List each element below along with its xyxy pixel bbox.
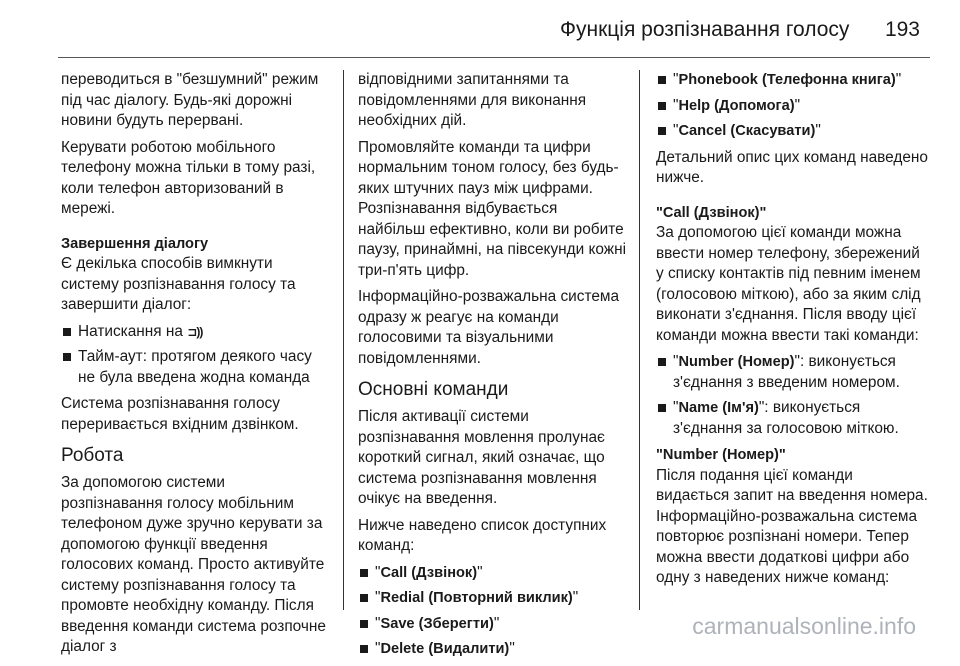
list-item: "Help (Допомога)" — [656, 96, 928, 117]
column-left — [61, 70, 329, 664]
paragraph: Нижче наведено список доступних команд: — [358, 516, 607, 554]
section-subheading: "Number (Номер)" — [656, 447, 786, 463]
list-item: "Call (Дзвінок)" — [358, 563, 626, 584]
bullet-icon — [658, 127, 666, 135]
list-item: "Name (Ім'я)": виконується з'єднання за голосовою міткою. — [656, 398, 928, 439]
paragraph: За допомогою цієї команди можна ввести номер телефону, збережений у списку контактів під певним іменем (голосовою міткою), або за яким слід виконати з'єднання. Після вводу цієї команди можна ввести такі команди: — [656, 224, 921, 344]
paragraph: Керувати роботою мобільного телефону можна тільки в тому разі, коли телефон авторизований в мережі. — [61, 138, 316, 217]
bullet-icon — [63, 328, 71, 336]
list-item: "Save (Зберегти)" — [358, 614, 626, 635]
paragraph: За допомогою системи розпізнавання голосу мобільним телефоном дуже зручно керувати за допомогою функції введення голосових команд. Просто активуйте систему розпізнавання голосу та промовте необхідну команду. Після введення команди система розпочне діалог з — [61, 474, 326, 655]
section-subheading: "Call (Дзвінок)" — [656, 204, 767, 221]
list-item: Тайм-аут: протягом деякого часу не була введена жодна команда — [61, 347, 329, 388]
paragraph: Інформаційно-розважальна система одразу ж реагує на команди голосовими та візуальними повідомленнями. — [358, 288, 620, 367]
watermark — [0, 610, 960, 642]
bullet-icon — [658, 76, 666, 84]
paragraph: Після подання цієї команди видається запит на введення номера. Інформаційно-розважальна система повторює розпізнані номери. Тепер можна ввести додаткові цифри або одну з наведених нижче команд: — [656, 466, 928, 586]
bullet-icon — [63, 353, 71, 361]
voice-button-icon: ⊐)) — [187, 324, 203, 339]
paragraph: Детальний опис цих команд наведено нижче. — [656, 148, 928, 186]
list-item: "Redial (Повторний виклик)" — [358, 588, 626, 609]
paragraph: Після активації системи розпізнавання мовлення пролунає короткий сигнал, який означає, що система розпізнавання мовлення очікує на введення. — [358, 408, 605, 507]
bullet-icon — [658, 358, 666, 366]
command-list — [656, 352, 928, 439]
bullet-icon — [658, 102, 666, 110]
page-header — [0, 0, 960, 58]
bullet-icon — [360, 569, 368, 577]
paragraph: переводиться в "безшумний" режим під час діалогу. Будь-які дорожні новини будуть перервані. — [61, 71, 319, 129]
list-item: "Phonebook (Телефонна книга)" — [656, 70, 928, 91]
paragraph: Промовляйте команди та цифри нормальним тоном голосу, без будь-яких штучних пауз між цифрами. Розпізнавання відбувається найбільш ефективно, коли ви робите паузу, принаймні, на півсекунди кожні три-п'ять цифр. — [358, 138, 627, 279]
list-item: "Cancel (Скасувати)" — [656, 121, 928, 142]
page-title: Функція розпізнавання голосу — [560, 18, 850, 41]
paragraph: Система розпізнавання голосу переривається вхідним дзвінком. — [61, 395, 299, 433]
watermark-text: carmanualsonline.info — [692, 613, 916, 639]
column-middle — [358, 70, 626, 666]
paragraph: відповідними запитаннями та повідомленнями для виконання необхідних дій. — [358, 71, 587, 129]
command-list — [656, 70, 928, 142]
paragraph: Є декілька способів вимкнути систему розпізнавання голосу та завершити діалог: — [61, 255, 296, 313]
bullet-icon — [360, 594, 368, 602]
page-number: 193 — [884, 18, 920, 41]
bullet-icon — [360, 645, 368, 653]
column-right — [656, 70, 928, 595]
bullet-list — [61, 322, 329, 389]
column-divider-1 — [343, 70, 344, 610]
list-item: "Delete (Видалити)" — [358, 639, 626, 660]
section-heading: Основні команди — [358, 379, 509, 400]
list-item: Натискання на ⊐)) — [61, 322, 329, 343]
section-heading: Робота — [61, 445, 124, 466]
section-subheading: Завершення діалогу — [61, 235, 209, 252]
bullet-icon — [658, 404, 666, 412]
list-item: "Number (Номер)": виконується з'єднання з введеним номером. — [656, 352, 928, 393]
column-divider-2 — [639, 70, 640, 610]
header-divider — [58, 57, 930, 58]
